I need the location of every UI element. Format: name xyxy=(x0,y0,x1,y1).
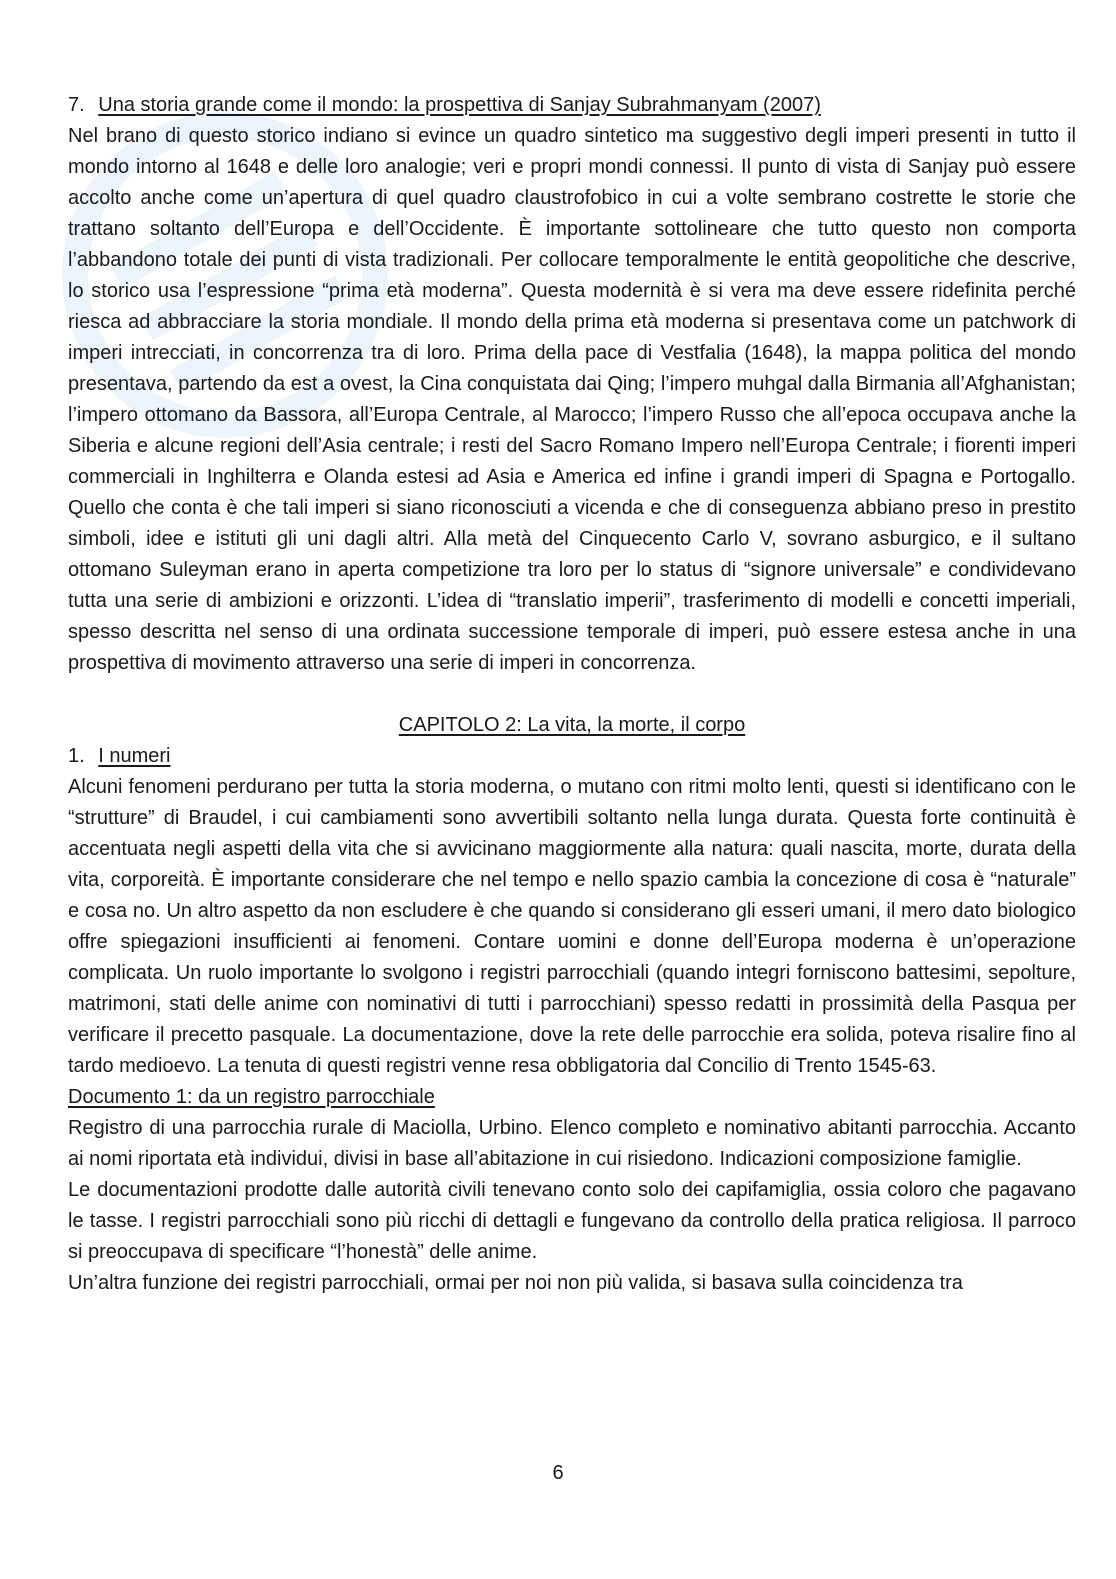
document-page xyxy=(68,90,1076,1299)
section-7-heading xyxy=(68,90,1076,121)
chapter-2-title-text: CAPITOLO 2: La vita, la morte, il corpo xyxy=(398,714,746,736)
document-1-body-2: Le documentazioni prodotte dalle autorità civili tenevano conto solo dei capifamiglia, ossia coloro che pagavano le tasse. I registri parrocchiali sono più ricchi di dettagli e fungevano da controllo della pratica religiosa. Il parroco si preoccupava di specificare “l’honestà” delle anime. xyxy=(68,1179,1076,1263)
section-1-heading xyxy=(68,741,1076,772)
page-number: 6 xyxy=(552,1462,564,1484)
chapter-2-title xyxy=(68,710,1076,741)
section-1-title: I numeri xyxy=(98,745,171,767)
document-1-body: Registro di una parrocchia rurale di Maciolla, Urbino. Elenco completo e nominativo abitanti parrocchia. Accanto ai nomi riportata età individui, divisi in base all’abitazione in cui risiedono. Indicazioni composizione famiglie. xyxy=(68,1117,1076,1170)
section-7-title: Una storia grande come il mondo: la prospettiva di Sanjay Subrahmanyam (2007) xyxy=(98,94,821,116)
section-7-body: Nel brano di questo storico indiano si evince un quadro sintetico ma suggestivo degli imperi presenti in tutto il mondo intorno al 1648 e delle loro analogie; veri e propri mondi connessi. Il punto di vista di Sanjay può essere accolto anche come un’apertura di quel quadro claustrofobico in cui a volte sembrano costrette le storie che trattano soltanto dell’Europa e dell’Occidente. È importante sottolineare che tutto questo non comporta l’abbandono totale dei punti di vista tradizionali. Per collocare temporalmente le entità geopolitiche che descrive, lo storico usa l’espressione “prima età moderna”. Questa modernità è si vera ma deve essere ridefinita perché riesca ad abbracciare la storia mondiale. Il mondo della prima età moderna si presentava come un patchwork di imperi intrecciati, in concorrenza tra di loro. Prima della pace di Vestfalia (1648), la mappa politica del mondo presentava, partendo da est a ovest, la Cina conquistata dai Qing; l’impero muhgal dalla Birmania all’Afghanistan; l’impero ottomano da Bassora, all’Europa Centrale, al Marocco; l’impero Russo che all’epoca occupava anche la Siberia e alcune regioni dell’Asia centrale; i resti del Sacro Romano Impero nell’Europa Centrale; i fiorenti imperi commerciali in Inghilterra e Olanda estesi ad Asia e America ed infine i grandi imperi di Spagna e Portogallo. Quello che conta è che tali imperi si siano riconosciuti a vicenda e che di conseguenza abbiano preso in prestito simboli, idee e istituti gli uni dagli altri. Alla metà del Cinquecento Carlo V, sovrano asburgico, e il sultano ottomano Suleyman erano in aperta competizione tra loro per lo status di “signore universale” e condividevano tutta una serie di ambizioni e orizzonti. L’idea di “translatio imperii”, trasferimento di modelli e concetti imperiali, spesso descritta nel senso di una ordinata successione temporale di imperi, può essere estesa anche in una prospettiva di movimento attraverso una serie di imperi in concorrenza. xyxy=(68,125,1076,674)
spacer xyxy=(68,679,1076,710)
section-1-number: 1. xyxy=(68,745,85,767)
document-1-heading xyxy=(68,1082,1076,1113)
section-7-number: 7. xyxy=(68,94,85,116)
document-1-title: Documento 1: da un registro parrocchiale xyxy=(68,1086,435,1108)
section-1-body: Alcuni fenomeni perdurano per tutta la storia moderna, o mutano con ritmi molto lenti, questi si identificano con le “strutture” di Braudel, i cui cambiamenti sono avvertibili soltanto nella lunga durata. Questa forte continuità è accentuata negli aspetti della vita che si avvicinano maggiormente alla natura: quali nascita, morte, durata della vita, corporeità. È importante considerare che nel tempo e nello spazio cambia la concezione di cosa è “naturale” e cosa no. Un altro aspetto da non escludere è che quando si considerano gli esseri umani, il mero dato biologico offre spiegazioni insufficienti ai fenomeni. Contare uomini e donne dell’Europa moderna è un’operazione complicata. Un ruolo importante lo svolgono i registri parrocchiali (quando integri forniscono battesimi, sepolture, matrimoni, stati delle anime con nominativi di tutti i parrocchiani) spesso redatti in prossimità della Pasqua per verificare il precetto pasquale. La documentazione, dove la rete delle parrocchie era solida, poteva risalire fino al tardo medioevo. La tenuta di questi registri venne resa obbligatoria dal Concilio di Trento 1545-63. xyxy=(68,776,1076,1077)
document-1-body-3: Un’altra funzione dei registri parrocchiali, ormai per noi non più valida, si basava sulla coincidenza tra xyxy=(68,1272,963,1294)
